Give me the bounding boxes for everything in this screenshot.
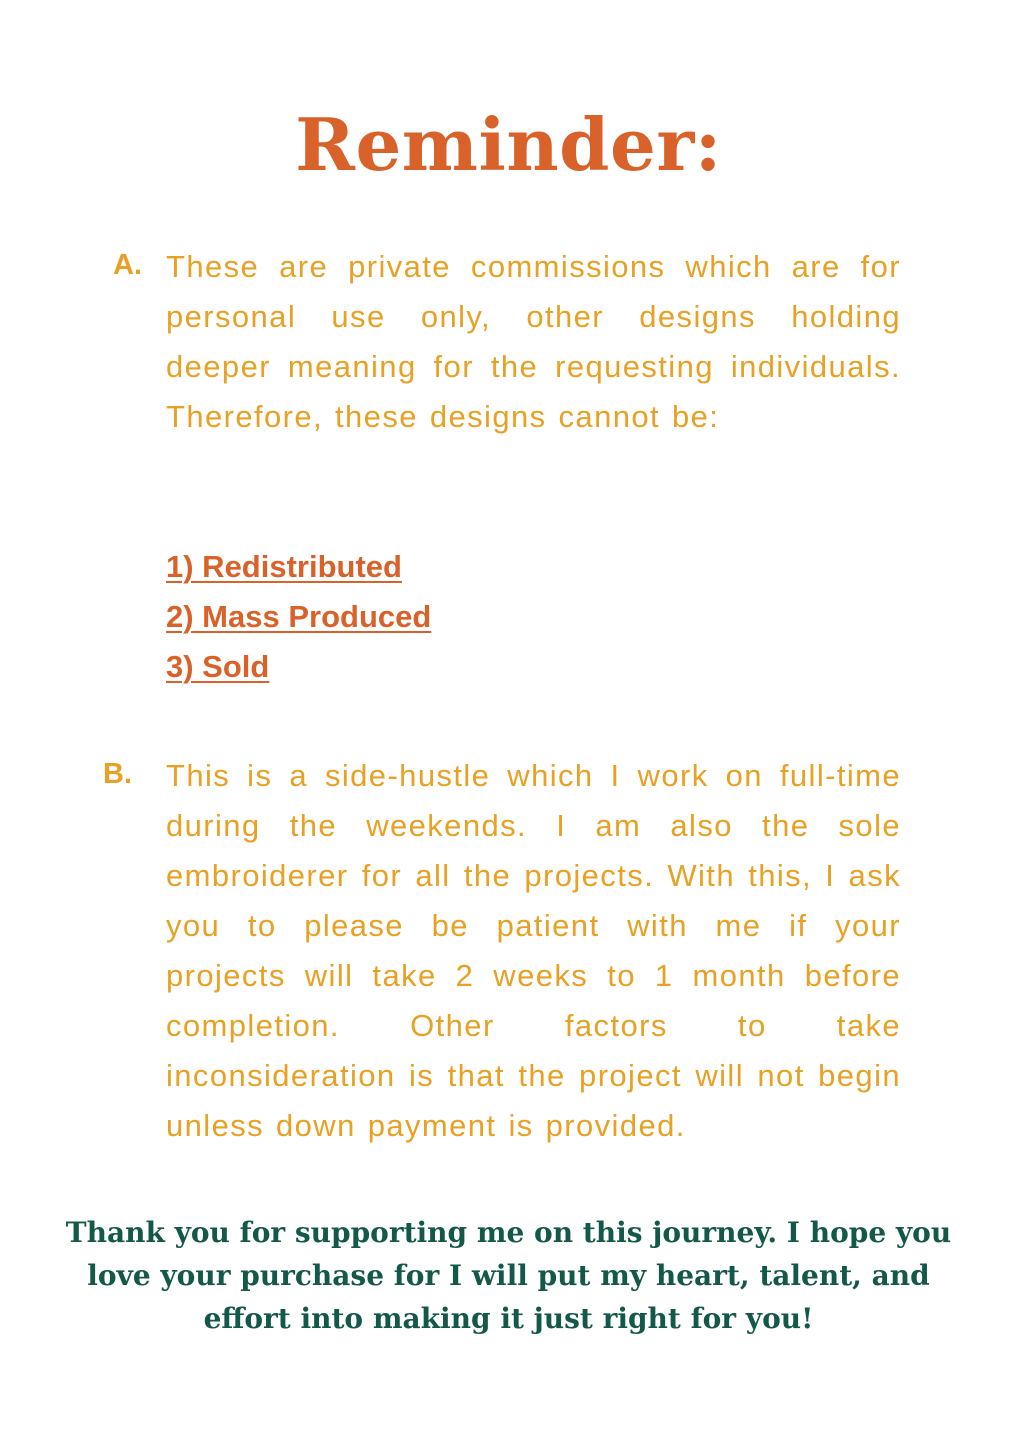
list-item-redistributed: 1) Redistributed — [166, 549, 402, 584]
list-item-mass-produced: 2) Mass Produced — [166, 599, 432, 634]
closing-message: Thank you for supporting me on this journey. I hope you love your purchase for I will put my heart, talent, and effort into making it just right for you! — [65, 1216, 952, 1335]
section-a-text: These are private commissions which are for personal use only, other designs holding deeper meaning for the requesting individuals. Therefore, these designs cannot be: — [166, 249, 901, 434]
section-a-marker: A. — [113, 249, 142, 281]
section-b-text: This is a side-hustle which I work on full-time during the weekends. I am also the sole embroiderer for all the projects. With this, I ask you to please be patient with me if your projects will take 2 weeks to 1 month before completion. Other factors to take inconsideration is that the project will not begin unless down payment is provided. — [166, 758, 901, 1143]
list-item-sold: 3) Sold — [166, 649, 270, 684]
section-b-marker: B. — [103, 758, 132, 790]
page-title: Reminder: — [295, 102, 722, 187]
restriction-list — [166, 542, 431, 692]
